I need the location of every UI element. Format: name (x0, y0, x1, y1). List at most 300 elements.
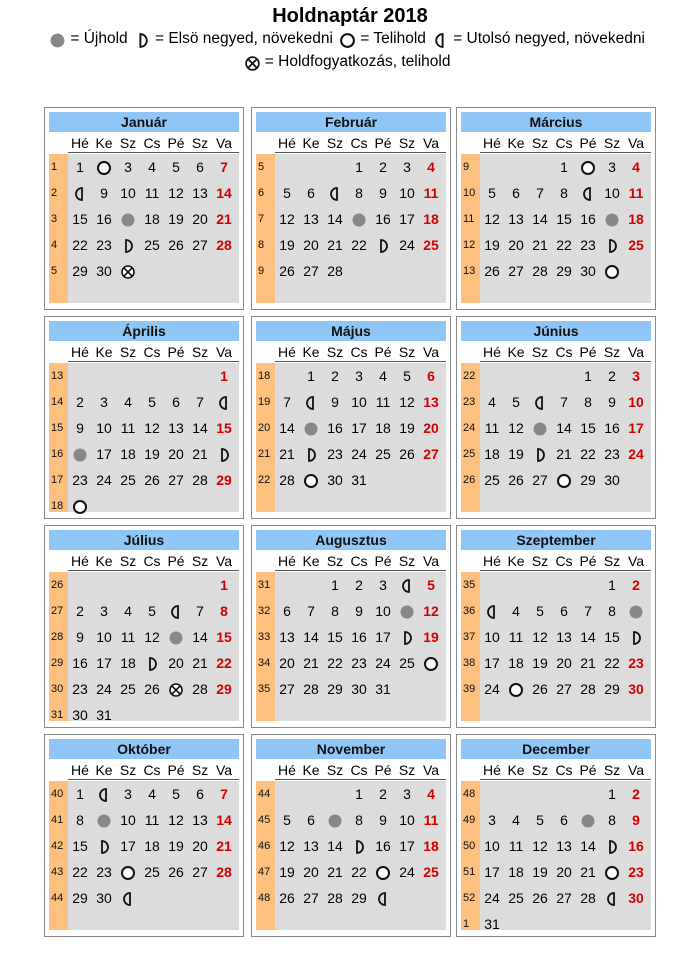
day-cell: 30 (327, 472, 343, 488)
day-cell: 6 (307, 812, 315, 828)
day-cell: 13 (168, 420, 184, 436)
day-cell: 20 (192, 838, 208, 854)
day-cell: 21 (327, 237, 343, 253)
weekday-label: Pé (374, 553, 392, 569)
new-moon-icon (168, 630, 184, 646)
weekday-label: Sz (531, 135, 549, 151)
day-cell: 26 (144, 472, 160, 488)
day-cell: 1 (355, 786, 363, 802)
day-cell: 15 (216, 629, 232, 645)
day-cell: 8 (608, 603, 616, 619)
day-cell: 11 (120, 629, 136, 645)
day-cell: 11 (423, 185, 439, 201)
weekday-label: Cs (143, 135, 161, 151)
day-cell: 24 (375, 655, 391, 671)
weekday-label: Pé (374, 344, 392, 360)
weekday-label: Ke (95, 762, 113, 778)
day-cell: 30 (580, 263, 596, 279)
day-cell: 14 (192, 420, 208, 436)
day-cell: 12 (532, 838, 548, 854)
weekday-label: Sz (603, 135, 621, 151)
weekday-header (275, 342, 446, 362)
week-number: 51 (463, 866, 476, 878)
day-cell: 27 (303, 890, 319, 906)
week-number: 18 (51, 500, 64, 512)
week-number: 48 (258, 892, 271, 904)
last-quarter-day (116, 885, 140, 911)
day-cell: 19 (168, 838, 184, 854)
day-cell: 13 (279, 629, 295, 645)
first-quarter-icon (399, 630, 415, 646)
day-cell: 27 (556, 681, 572, 697)
full-moon-day (576, 154, 600, 180)
day-cell: 7 (536, 185, 544, 201)
day-cell: 6 (196, 786, 204, 802)
week-number: 30 (51, 683, 64, 695)
new-moon-day (299, 415, 323, 441)
day-cell: 6 (196, 159, 204, 175)
week-number: 40 (51, 788, 64, 800)
day-cell: 7 (307, 603, 315, 619)
weekday-label: Sz (326, 344, 344, 360)
last-quarter-icon (168, 604, 184, 620)
last-quarter-icon (484, 604, 500, 620)
day-cell: 13 (423, 394, 439, 410)
day-cell: 25 (120, 472, 136, 488)
month-title: Szeptember (461, 530, 651, 550)
day-cell: 6 (172, 394, 180, 410)
day-cell: 10 (484, 838, 500, 854)
day-cell: 22 (327, 655, 343, 671)
day-cell: 27 (192, 864, 208, 880)
day-cell: 28 (192, 472, 208, 488)
day-cell: 12 (532, 629, 548, 645)
day-cell: 16 (327, 420, 343, 436)
day-cell: 26 (484, 263, 500, 279)
day-cell: 30 (628, 681, 644, 697)
weekday-label: Sz (191, 135, 209, 151)
weekday-label: Pé (579, 135, 597, 151)
week-number: 8 (258, 239, 265, 251)
month-calendar (251, 316, 451, 519)
day-cell: 20 (168, 446, 184, 462)
day-cell: 21 (580, 655, 596, 671)
day-cell: 14 (580, 838, 596, 854)
new-moon-icon (327, 813, 343, 829)
day-cell: 30 (628, 890, 644, 906)
weekday-label: Va (627, 135, 645, 151)
day-cell: 15 (327, 629, 343, 645)
first-quarter-day (92, 833, 116, 859)
full-moon-icon (303, 473, 319, 489)
week-number: 5 (258, 161, 265, 173)
first-quarter-day (600, 232, 624, 258)
weekday-label: Cs (143, 762, 161, 778)
weekday-label: Cs (350, 344, 368, 360)
day-cell: 28 (580, 890, 596, 906)
last-quarter-day (323, 180, 347, 206)
weekday-header (275, 760, 446, 780)
day-cell: 6 (307, 185, 315, 201)
weekday-label: Sz (531, 762, 549, 778)
day-cell: 21 (279, 446, 295, 462)
day-cell: 24 (96, 681, 112, 697)
full-moon-day (68, 493, 92, 519)
first-quarter-icon (604, 839, 620, 855)
day-cell: 28 (192, 681, 208, 697)
day-cell: 11 (144, 185, 160, 201)
day-cell: 7 (283, 394, 291, 410)
day-cell: 12 (423, 603, 439, 619)
weekday-header (275, 551, 446, 571)
day-cell: 13 (192, 812, 208, 828)
last-quarter-icon (532, 395, 548, 411)
day-cell: 12 (168, 185, 184, 201)
week-number: 9 (258, 265, 265, 277)
day-cell: 24 (399, 864, 415, 880)
weekday-label: Hé (71, 553, 89, 569)
weekday-label: Cs (143, 553, 161, 569)
day-cell: 20 (279, 655, 295, 671)
full-moon-icon (72, 499, 88, 515)
day-cell: 18 (375, 420, 391, 436)
day-cell: 21 (192, 446, 208, 462)
day-cell: 7 (560, 394, 568, 410)
last-quarter-icon (580, 186, 596, 202)
new-moon-day (92, 807, 116, 833)
first-quarter-icon (120, 238, 136, 254)
day-cell: 2 (76, 394, 84, 410)
weekday-label: Sz (119, 762, 137, 778)
day-cell: 17 (399, 211, 415, 227)
day-cell: 16 (604, 420, 620, 436)
day-cell: 24 (351, 446, 367, 462)
page-title: Holdnaptár 2018 (272, 5, 428, 27)
day-cell: 31 (484, 916, 500, 932)
day-cell: 21 (192, 655, 208, 671)
full-moon-day (600, 258, 624, 284)
month-calendar (44, 734, 244, 937)
first-quarter-day (600, 833, 624, 859)
weekday-label: Cs (350, 135, 368, 151)
day-cell: 13 (556, 838, 572, 854)
full-moon-day (504, 676, 528, 702)
day-cell: 14 (532, 211, 548, 227)
day-cell: 20 (168, 655, 184, 671)
last-quarter-day (600, 885, 624, 911)
new-moon-icon (351, 212, 367, 228)
week-number: 26 (463, 474, 476, 486)
weekday-label: Sz (603, 553, 621, 569)
day-cell: 5 (488, 185, 496, 201)
day-cell: 4 (124, 603, 132, 619)
day-cell: 18 (120, 655, 136, 671)
weekday-label: Hé (278, 553, 296, 569)
day-cell: 7 (196, 394, 204, 410)
day-cell: 31 (96, 707, 112, 723)
week-number: 11 (463, 213, 475, 225)
weekday-label: Pé (374, 135, 392, 151)
day-cell: 19 (144, 446, 160, 462)
week-number: 35 (258, 683, 271, 695)
weekday-label: Pé (579, 553, 597, 569)
first-quarter-day (299, 441, 323, 467)
weekday-label: Ke (507, 344, 525, 360)
weekday-label: Pé (167, 762, 185, 778)
week-number: 21 (258, 448, 271, 460)
week-number: 50 (463, 840, 476, 852)
legend-label: = Telihold (355, 30, 426, 47)
day-cell: 28 (327, 890, 343, 906)
week-number: 1 (463, 918, 470, 930)
week-number: 32 (258, 605, 271, 617)
month-calendar (456, 525, 656, 728)
day-cell: 19 (423, 629, 439, 645)
weekday-label: Va (422, 762, 440, 778)
weekday-label: Ke (95, 344, 113, 360)
week-number: 23 (463, 396, 476, 408)
weekday-label: Hé (71, 344, 89, 360)
day-cell: 9 (76, 629, 84, 645)
day-cell: 14 (279, 420, 295, 436)
day-cell: 16 (72, 655, 88, 671)
weekday-label: Hé (278, 344, 296, 360)
weekday-label: Ke (95, 553, 113, 569)
week-number: 13 (51, 370, 64, 382)
day-cell: 30 (604, 472, 620, 488)
day-cell: 4 (148, 159, 156, 175)
day-cell: 11 (508, 838, 524, 854)
last-quarter-day (371, 885, 395, 911)
month-title: November (256, 739, 446, 759)
weekday-header (480, 342, 651, 362)
week-number: 24 (463, 422, 476, 434)
day-cell: 25 (484, 472, 500, 488)
day-cell: 9 (331, 394, 339, 410)
day-cell: 20 (556, 864, 572, 880)
week-number: 52 (463, 892, 476, 904)
day-cell: 15 (72, 211, 88, 227)
day-cell: 10 (351, 394, 367, 410)
week-number: 12 (463, 239, 476, 251)
last-quarter-icon (375, 891, 391, 907)
day-cell: 1 (584, 368, 592, 384)
week-number: 5 (51, 265, 58, 277)
day-cell: 29 (72, 890, 88, 906)
day-cell: 27 (556, 890, 572, 906)
day-cell: 3 (379, 577, 387, 593)
day-cell: 16 (351, 629, 367, 645)
day-cell: 2 (379, 786, 387, 802)
day-cell: 29 (351, 890, 367, 906)
day-cell: 20 (508, 237, 524, 253)
week-number: 29 (51, 657, 64, 669)
day-cell: 23 (72, 681, 88, 697)
day-cell: 17 (96, 446, 112, 462)
weekday-header (480, 133, 651, 153)
day-cell: 21 (216, 838, 232, 854)
last-quarter-day (395, 572, 419, 598)
day-cell: 30 (351, 681, 367, 697)
new-moon-day (116, 206, 140, 232)
week-number: 41 (51, 814, 64, 826)
eclipse-day (164, 676, 188, 702)
last-quarter-icon (72, 186, 88, 202)
day-cell: 7 (220, 159, 228, 175)
day-cell: 25 (144, 237, 160, 253)
day-cell: 9 (632, 812, 640, 828)
day-cell: 13 (303, 838, 319, 854)
day-cell: 17 (399, 838, 415, 854)
weekday-label: Sz (398, 344, 416, 360)
weekday-label: Hé (71, 135, 89, 151)
day-cell: 6 (512, 185, 520, 201)
day-cell: 28 (303, 681, 319, 697)
day-cell: 5 (427, 577, 435, 593)
day-cell: 19 (508, 446, 524, 462)
weekday-label: Pé (374, 762, 392, 778)
day-cell: 17 (120, 838, 136, 854)
weekday-label: Sz (603, 762, 621, 778)
day-cell: 8 (220, 603, 228, 619)
day-cell: 4 (488, 394, 496, 410)
full-moon-day (600, 859, 624, 885)
week-number: 31 (51, 709, 64, 721)
weekday-label: Ke (507, 135, 525, 151)
day-cell: 25 (144, 864, 160, 880)
day-cell: 3 (100, 394, 108, 410)
day-cell: 1 (608, 577, 616, 593)
day-cell: 31 (375, 681, 391, 697)
new-moon-icon (120, 212, 136, 228)
day-cell: 25 (399, 655, 415, 671)
new-moon-day (164, 624, 188, 650)
day-cell: 22 (72, 237, 88, 253)
day-cell: 25 (628, 237, 644, 253)
day-cell: 25 (375, 446, 391, 462)
day-cell: 10 (120, 812, 136, 828)
day-cell: 28 (580, 681, 596, 697)
day-cell: 25 (423, 864, 439, 880)
first-quarter-day (347, 833, 371, 859)
day-cell: 17 (484, 864, 500, 880)
day-cell: 13 (556, 629, 572, 645)
day-cell: 29 (216, 681, 232, 697)
weekday-label: Va (627, 762, 645, 778)
week-number: 46 (258, 840, 271, 852)
month-title: Július (49, 530, 239, 550)
day-cell: 23 (604, 446, 620, 462)
day-cell: 5 (283, 812, 291, 828)
day-cell: 5 (536, 603, 544, 619)
month-title: Március (461, 112, 651, 132)
last-quarter-day (68, 180, 92, 206)
last-quarter-icon (604, 891, 620, 907)
month-calendar (456, 734, 656, 937)
week-number: 2 (51, 187, 58, 199)
day-cell: 29 (216, 472, 232, 488)
day-cell: 17 (375, 629, 391, 645)
first-quarter-day (371, 232, 395, 258)
weekday-label: Pé (579, 762, 597, 778)
day-cell: 3 (355, 368, 363, 384)
day-cell: 26 (279, 263, 295, 279)
week-number: 44 (258, 788, 271, 800)
day-cell: 9 (379, 812, 387, 828)
day-cell: 3 (632, 368, 640, 384)
day-cell: 20 (423, 420, 439, 436)
day-cell: 8 (608, 812, 616, 828)
day-cell: 2 (331, 368, 339, 384)
day-cell: 10 (628, 394, 644, 410)
new-moon-icon (399, 604, 415, 620)
week-number: 3 (51, 213, 58, 225)
day-cell: 19 (532, 655, 548, 671)
weekday-label: Cs (555, 553, 573, 569)
day-cell: 18 (423, 838, 439, 854)
first-quarter-icon (375, 238, 391, 254)
day-cell: 21 (556, 446, 572, 462)
month-title: Augusztus (256, 530, 446, 550)
day-cell: 5 (172, 159, 180, 175)
new-moon-icon (604, 212, 620, 228)
first-quarter-icon (628, 630, 644, 646)
day-cell: 27 (168, 472, 184, 488)
week-number: 48 (463, 788, 476, 800)
new-moon-day (600, 206, 624, 232)
day-cell: 24 (628, 446, 644, 462)
week-number: 49 (463, 814, 476, 826)
day-cell: 22 (604, 655, 620, 671)
weekday-label: Cs (350, 553, 368, 569)
new-moon-icon (303, 421, 319, 437)
day-cell: 7 (196, 603, 204, 619)
weekday-header (68, 342, 239, 362)
first-quarter-day (212, 441, 236, 467)
weekday-label: Va (215, 762, 233, 778)
day-cell: 30 (72, 707, 88, 723)
month-calendar (44, 316, 244, 519)
new-moon-day (395, 598, 419, 624)
weekday-label: Sz (119, 553, 137, 569)
day-cell: 31 (351, 472, 367, 488)
day-cell: 2 (76, 603, 84, 619)
day-cell: 22 (351, 237, 367, 253)
day-cell: 15 (604, 629, 620, 645)
day-cell: 12 (144, 420, 160, 436)
weekday-label: Ke (302, 344, 320, 360)
day-cell: 3 (100, 603, 108, 619)
day-cell: 29 (580, 472, 596, 488)
day-cell: 16 (96, 211, 112, 227)
first-quarter-icon (351, 839, 367, 855)
legend-label: = Holdfogyatkozás, telihold (260, 53, 451, 70)
weekday-label: Sz (119, 135, 137, 151)
day-cell: 3 (403, 786, 411, 802)
full-moon-icon (556, 473, 572, 489)
day-cell: 4 (512, 603, 520, 619)
full-moon-day (299, 467, 323, 493)
weekday-label: Ke (507, 762, 525, 778)
day-cell: 24 (484, 681, 500, 697)
day-cell: 3 (608, 159, 616, 175)
day-cell: 5 (172, 786, 180, 802)
weekday-header (275, 133, 446, 153)
new-moon-day (323, 807, 347, 833)
week-number: 9 (463, 161, 470, 173)
day-cell: 19 (399, 420, 415, 436)
day-cell: 18 (120, 446, 136, 462)
